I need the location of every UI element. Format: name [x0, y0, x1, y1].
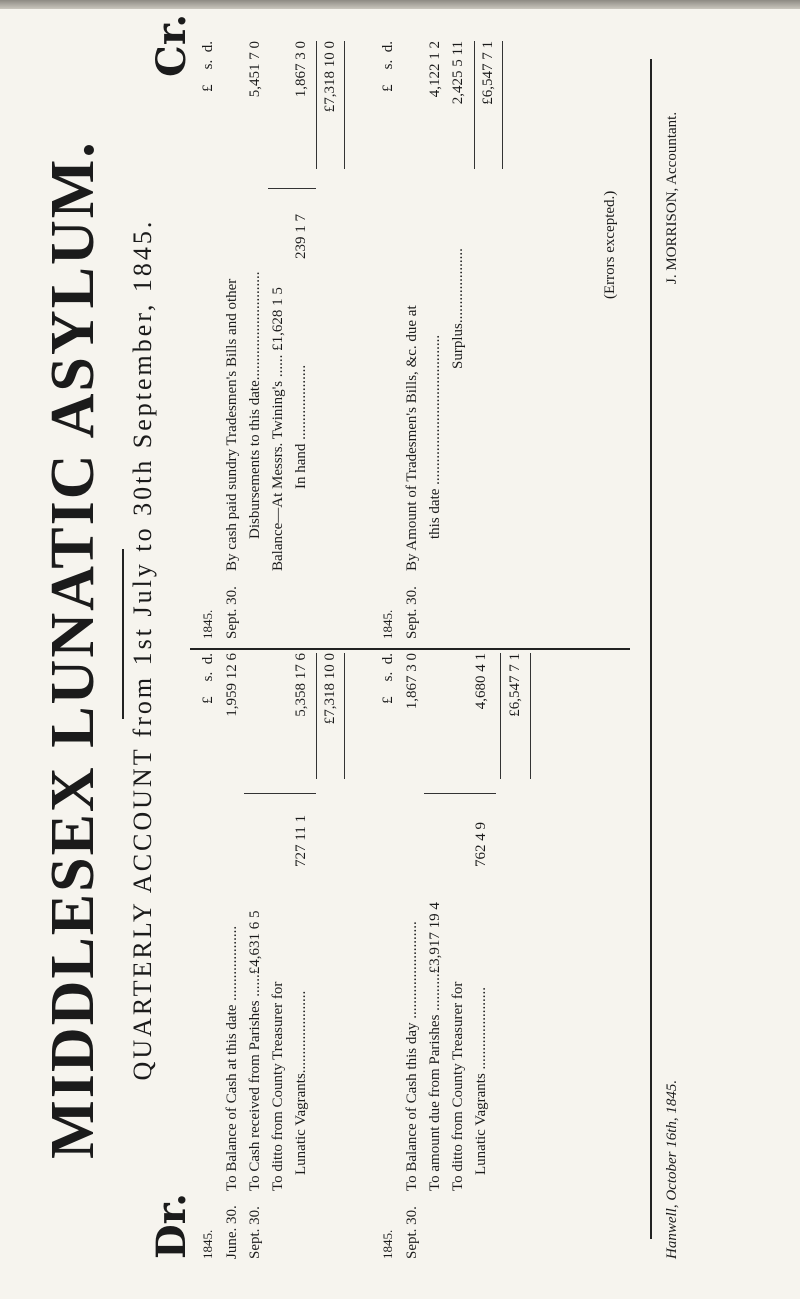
left-s1-row-4: Lunatic Vagrants......................	[293, 990, 309, 1175]
left-s1-total: £7,318 10 0	[322, 653, 338, 725]
left-s1-row-4-amount: 5,358 17 6	[293, 653, 309, 717]
left-s2-row-4: Lunatic Vagrants ......................	[473, 986, 489, 1175]
left-year-1: 1845.	[200, 1229, 215, 1259]
left-s1-row-3: To ditto from County Treasurer for	[270, 981, 286, 1191]
pence-header: d.	[200, 653, 216, 665]
right-s1-total: £7,318 10 0	[322, 41, 338, 113]
left-s2-row-1	[402, 921, 422, 1259]
shillings-header: s.	[200, 671, 216, 682]
total-rule	[502, 41, 503, 169]
left-s2-row-4-amount: 4,680 4 1	[473, 653, 489, 710]
left-year-2: 1845.	[380, 1229, 395, 1259]
right-s1-row-3: Balance—At Messrs. Twining's ...... £1,628 1 5	[270, 287, 286, 571]
row-text: To Balance of Cash this day ..........................	[404, 921, 420, 1191]
total-rule	[316, 41, 317, 169]
right-s2-row-1	[402, 305, 422, 639]
left-money-header-2	[380, 653, 397, 743]
bracket-line	[244, 793, 316, 794]
row-text: To Cash received from Parishes ......£4,631 6 5	[247, 910, 263, 1191]
row-date: June. 30.	[224, 1205, 240, 1259]
row-text: By Amount of Tradesmen's Bills, &c. due at	[404, 305, 420, 571]
left-money-header	[200, 653, 217, 743]
bracket-line	[268, 188, 316, 189]
column-divider	[190, 648, 630, 650]
left-s1-row-4-sub: 727 11 1	[293, 815, 309, 867]
right-money-header	[200, 41, 217, 131]
right-s1-row-4: In hand ....................	[293, 364, 309, 489]
right-s2-row-3-amount: 2,425 5 11	[450, 41, 466, 105]
right-year-2: 1845.	[380, 609, 395, 639]
right-s1-row-2: Disbursements to this date.............................	[247, 271, 263, 539]
left-s1-row-1	[222, 926, 242, 1259]
left-s2-row-1-amount: 1,867 3 0	[404, 653, 420, 710]
shillings-header: s.	[200, 59, 216, 70]
right-s1-row-4-amount: 1,867 3 0	[293, 41, 309, 98]
row-date: Sept. 30.	[404, 586, 420, 639]
left-s2-total: £6,547 7 1	[507, 653, 523, 717]
pounds-header: £	[380, 84, 396, 92]
right-money-header-2	[380, 41, 397, 131]
right-s2-row-2: this date ........................................	[427, 334, 443, 539]
left-s2-row-4-sub: 762 4 9	[473, 822, 489, 867]
left-s1-row-2	[245, 910, 265, 1259]
page-subtitle: QUARTERLY ACCOUNT from 1st July to 30th September, 1845.	[128, 218, 157, 1081]
right-s1-row-2-amount: 5,451 7 0	[247, 41, 263, 98]
row-text: To Balance of Cash at this date ....................	[224, 925, 240, 1191]
left-s2-row-3: To ditto from County Treasurer for	[450, 981, 466, 1191]
debit-label: Dr.	[148, 1192, 195, 1259]
row-date: Sept. 30.	[247, 1206, 263, 1259]
shillings-header: s.	[380, 59, 396, 70]
right-s1-row-1	[222, 279, 242, 639]
row-date: Sept. 30.	[224, 586, 240, 639]
right-s2-total: £6,547 7 1	[480, 41, 496, 105]
left-s1-row-1-amount: 1,959 12 6	[224, 653, 240, 717]
title-underline	[122, 549, 124, 719]
right-s2-row-2-amount: 4,122 1 2	[427, 41, 443, 98]
total-rule	[530, 653, 531, 779]
page-edge	[0, 0, 800, 9]
pounds-header: £	[200, 696, 216, 704]
right-s1-row-4-sub: 239 1 7	[293, 214, 309, 259]
bracket-line	[424, 793, 496, 794]
total-rule	[500, 653, 501, 779]
row-text: By cash paid sundry Tradesmen's Bills and other	[224, 278, 240, 571]
credit-label: Cr.	[148, 13, 195, 77]
pence-header: d.	[380, 41, 396, 53]
pounds-header: £	[200, 84, 216, 92]
right-s2-row-3: Surplus....................	[450, 248, 466, 369]
pounds-header: £	[380, 696, 396, 704]
accountant-signature: J. MORRISON, Accountant.	[664, 111, 680, 284]
place-date-footer: Hanwell, October 16th, 1845.	[664, 1079, 680, 1259]
total-rule	[316, 653, 317, 779]
page-title: MIDDLESEX LUNATIC ASYLUM.	[39, 140, 107, 1159]
shillings-header: s.	[380, 671, 396, 682]
total-rule	[474, 41, 475, 169]
right-year-1: 1845.	[200, 609, 215, 639]
row-date: Sept. 30.	[404, 1206, 420, 1259]
bottom-rule	[650, 59, 652, 1239]
pence-header: d.	[380, 653, 396, 665]
total-rule	[344, 41, 345, 169]
total-rule	[344, 653, 345, 779]
left-s2-row-2: To amount due from Parishes ..........£3,917 19 4	[427, 902, 443, 1191]
errors-excepted-note: (Errors excepted.)	[602, 190, 618, 299]
pence-header: d.	[200, 41, 216, 53]
